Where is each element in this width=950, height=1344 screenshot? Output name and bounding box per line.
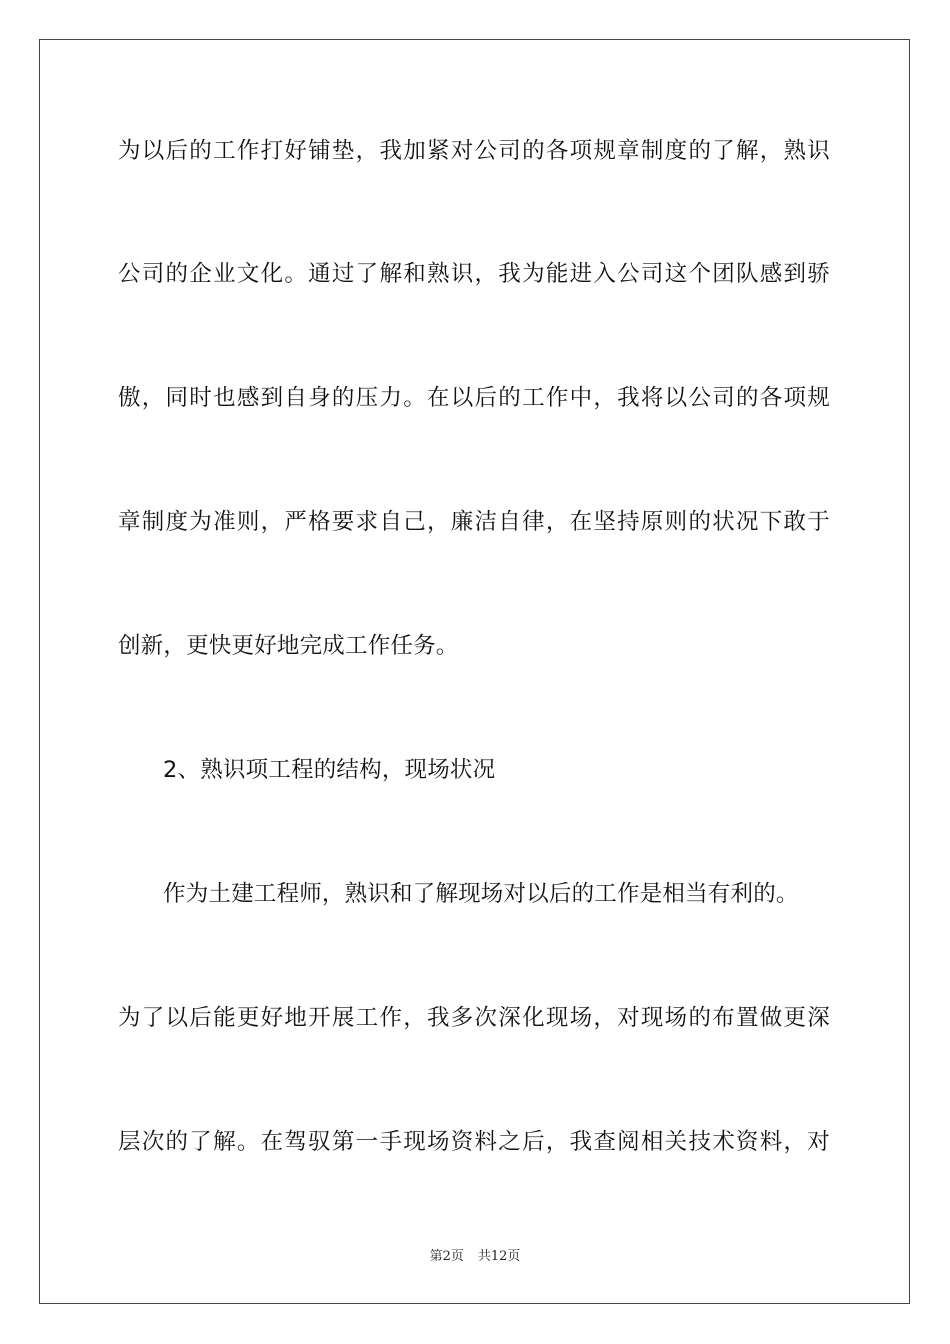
page-footer [0, 1248, 950, 1266]
page-total: 共12页 [477, 1249, 521, 1264]
body-line-6: 作为土建工程师，熟识和了解现场对以后的工作是相当有利的。 [163, 881, 799, 907]
body-line-2: 公司的企业文化。通过了解和熟识，我为能进入公司这个团队感到骄 [118, 261, 830, 287]
body-line-5: 创新，更快更好地完成工作任务。 [118, 633, 459, 659]
page-border [39, 39, 910, 1304]
body-line-4: 章制度为准则，严格要求自己，廉洁自律，在坚持原则的状况下敢于 [118, 509, 830, 535]
section-heading: 2、熟识项工程的结构，现场状况 [163, 757, 496, 783]
body-line-7: 为了以后能更好地开展工作，我多次深化现场，对现场的布置做更深 [118, 1005, 830, 1031]
body-line-3: 傲，同时也感到自身的压力。在以后的工作中，我将以公司的各项规 [118, 385, 830, 411]
body-line-1: 为以后的工作打好铺垫，我加紧对公司的各项规章制度的了解，熟识 [118, 138, 830, 164]
page-number: 第2页 [429, 1249, 464, 1264]
body-line-8: 层次的了解。在驾驭第一手现场资料之后，我查阅相关技术资料，对 [118, 1129, 830, 1155]
